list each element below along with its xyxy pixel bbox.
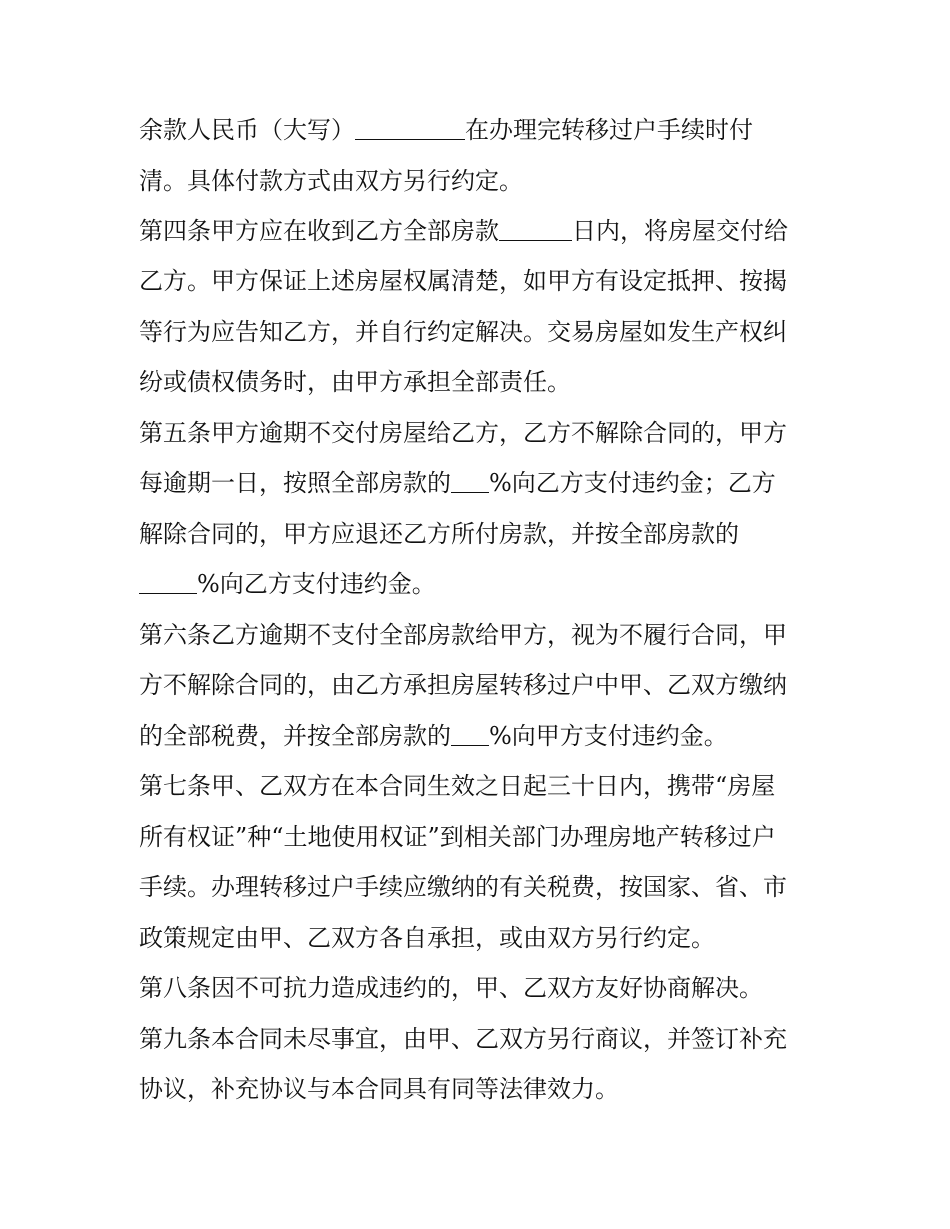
- text-segment: 解除合同的，甲方应退还乙方所付房款，并按全部房款的: [139, 520, 739, 548]
- text-segment: 第六条乙方逾期不支付全部房款给甲方，视为不履行合同，甲: [139, 621, 787, 649]
- text-segment: 手续。办理转移过户手续应缴纳的有关税费，按国家、省、市: [139, 873, 787, 901]
- text-segment: 等行为应告知乙方，并自行约定解决。交易房屋如发生产权纠: [139, 318, 787, 346]
- text-line: [139, 923, 715, 953]
- text-segment: 政策规定由甲、乙双方各自承担，或由双方另行约定。: [139, 924, 715, 952]
- text-line: [139, 872, 787, 902]
- text-segment: 第八条因不可抗力造成违约的，甲、乙双方友好协商解决。: [139, 974, 763, 1002]
- text-segment: 第七条甲、乙双方在本合同生效之日起三十日内，携带“房屋: [139, 772, 776, 800]
- text-segment: 在办理完转移过户手续时付: [465, 116, 753, 144]
- text-segment: 余款人民币（大写）: [139, 116, 355, 144]
- text-segment: 清。具体付款方式由双方另行约定。: [139, 167, 523, 195]
- text-line: [139, 166, 523, 196]
- text-line: [139, 468, 776, 498]
- fill-in-blank[interactable]: [451, 723, 489, 746]
- text-segment: 乙方。甲方保证上述房屋权属清楚，如甲方有设定抵押、按揭: [139, 267, 787, 295]
- text-segment: 第九条本合同未尽事宜，由甲、乙双方另行商议，并签订补充: [139, 1025, 787, 1053]
- text-segment: 所有权证”种“土地使用权证”到相关部门办理房地产转移过户: [139, 823, 776, 851]
- text-line: [139, 115, 753, 145]
- fill-in-blank[interactable]: [499, 218, 572, 241]
- text-line: [139, 1024, 787, 1054]
- fill-in-blank[interactable]: [139, 571, 197, 594]
- text-line: [139, 317, 787, 347]
- text-segment: 的全部税费，并按全部房款的: [139, 722, 451, 750]
- text-segment: %向乙方支付违约金。: [197, 570, 436, 598]
- text-segment: 第五条甲方逾期不交付房屋给乙方，乙方不解除合同的，甲方: [139, 419, 787, 447]
- text-line: [139, 266, 787, 296]
- text-segment: 协议，补充协议与本合同具有同等法律效力。: [139, 1075, 619, 1103]
- text-line: [139, 519, 739, 549]
- text-segment: 纷或债权债务时，由甲方承担全部责任。: [139, 368, 571, 396]
- text-line: [139, 620, 787, 650]
- text-line: [139, 771, 775, 801]
- text-line: [139, 216, 788, 246]
- text-line: [139, 670, 787, 700]
- text-segment: %向甲方支付违约金。: [489, 722, 728, 750]
- text-segment: 方不解除合同的，由乙方承担房屋转移过户中甲、乙双方缴纳: [139, 671, 787, 699]
- text-segment: 每逾期一日，按照全部房款的: [139, 469, 451, 497]
- text-line: [139, 418, 787, 448]
- text-segment: %向乙方支付违约金；乙方: [489, 469, 776, 497]
- text-line: [139, 367, 571, 397]
- text-line: [139, 569, 436, 599]
- fill-in-blank[interactable]: [451, 470, 489, 493]
- text-segment: 日内，将房屋交付给: [572, 217, 788, 245]
- text-segment: 第四条甲方应在收到乙方全部房款: [139, 217, 499, 245]
- text-line: [139, 1074, 619, 1104]
- text-line: [139, 721, 728, 751]
- text-line: [139, 973, 763, 1003]
- text-line: [139, 822, 776, 852]
- fill-in-blank[interactable]: [355, 117, 465, 140]
